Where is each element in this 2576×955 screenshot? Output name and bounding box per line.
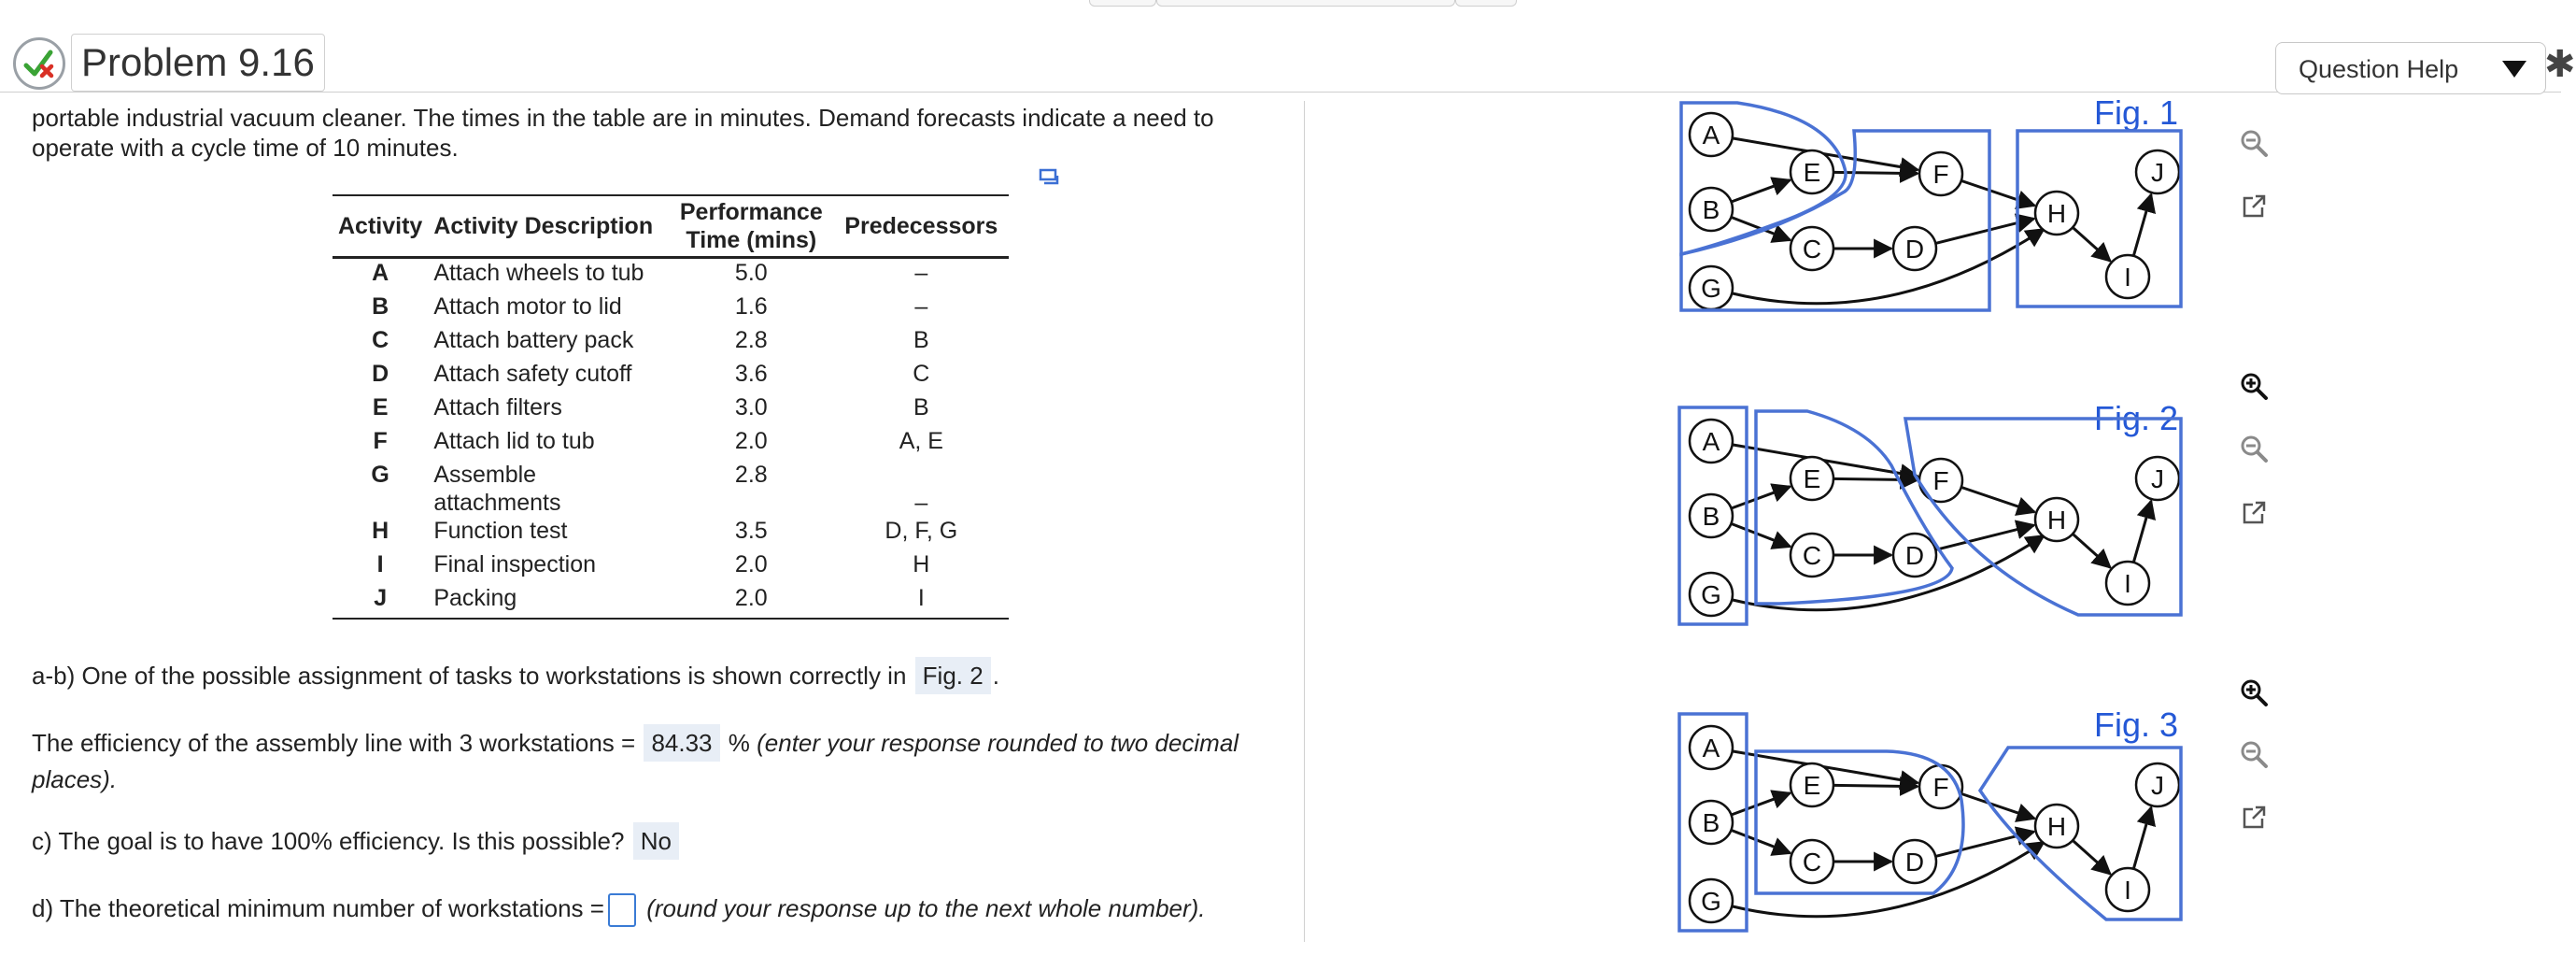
question-help-button[interactable] [2275, 42, 2546, 94]
fig-3-label[interactable]: Fig. 3 [2094, 706, 2179, 744]
cell-desc: Attach wheels to tub [433, 260, 644, 286]
col-activity: Activity [333, 195, 428, 258]
efficiency-note: (enter your response rounded to two decimal [757, 729, 1239, 757]
table-row [333, 427, 1009, 461]
cell-pred: – [914, 260, 928, 286]
edge-arrow [1731, 523, 1790, 547]
edge-arrow [2133, 501, 2151, 563]
cell-id: J [333, 584, 428, 619]
edge-arrow [2073, 227, 2110, 261]
question-ab [32, 657, 999, 694]
open-external-icon[interactable] [2232, 492, 2275, 535]
cell-pred: B [913, 327, 929, 353]
cell-desc-line1: Assemble [433, 462, 537, 488]
efficiency-note-cont: places). [32, 765, 118, 793]
node-label: C [1802, 541, 1822, 570]
edge-arrow [1732, 487, 1790, 508]
edge-arrow [1961, 180, 2035, 206]
cell-id: F [373, 428, 388, 454]
cell-desc: Attach lid to tub [433, 428, 595, 454]
cell-desc: Packing [428, 584, 669, 619]
question-ab-end: . [992, 662, 999, 690]
cell-id: G [371, 462, 389, 488]
top-tab-stub[interactable] [1455, 0, 1517, 7]
cell-desc-line2: attachments [433, 490, 561, 516]
edge-arrow [1732, 180, 1790, 202]
table-row [333, 550, 1009, 584]
col-time-line1: Performance [679, 199, 823, 225]
edge-arrow [1833, 478, 1918, 479]
pane-divider [1304, 101, 1305, 942]
cell-id: I [376, 551, 384, 577]
node-label: D [1904, 848, 1925, 877]
zoom-out-icon[interactable] [2232, 427, 2275, 470]
cell-time: 2.0 [734, 428, 768, 454]
answer-c[interactable]: No [633, 822, 679, 860]
table-header-row [333, 195, 1009, 258]
precedence-diagrams [1663, 93, 2186, 934]
node-label: D [1904, 235, 1925, 264]
col-description: Activity Description [428, 195, 669, 258]
cell-pred: D, F, G [885, 518, 958, 544]
efficiency-unit: % [728, 729, 750, 757]
problem-title: Problem 9.16 [71, 34, 325, 92]
edge-arrow [1935, 832, 2033, 856]
node-label: G [1701, 887, 1721, 916]
node-label: H [2046, 199, 2067, 228]
check-x-icon [13, 37, 65, 90]
edge-arrow [2133, 194, 2151, 256]
node-label: I [2124, 876, 2131, 905]
expand-icon[interactable] [1039, 168, 1059, 192]
zoom-out-icon[interactable] [2232, 121, 2275, 164]
intro-line-1: portable industrial vacuum cleaner. The times in the table are in minutes. Demand forecasts indicate a need to [32, 104, 1214, 132]
question-efficiency [32, 724, 1238, 797]
question-c [32, 822, 681, 860]
top-bar [0, 0, 2561, 16]
node-label: A [1702, 427, 1720, 456]
edge-arrow [1732, 793, 1790, 815]
node-label: B [1702, 808, 1720, 837]
table-row [333, 584, 1009, 619]
cell-pred: A, E [899, 428, 943, 454]
gear-icon[interactable]: ✱ [2544, 44, 2576, 85]
cell-id: C [372, 327, 389, 353]
edge-arrow [2073, 840, 2110, 874]
cell-id: A [372, 260, 389, 286]
table-row [333, 461, 1009, 517]
cell-pred: B [913, 394, 929, 420]
node-label: E [1803, 158, 1821, 187]
table-row [333, 360, 1009, 393]
cell-pred: H [913, 551, 930, 577]
zoom-in-icon[interactable] [2232, 364, 2275, 407]
edge-arrow [1733, 229, 2044, 304]
cell-time: 5.0 [734, 260, 768, 286]
edge-arrow [2073, 534, 2110, 567]
node-label: F [1932, 160, 1949, 189]
question-d-text: d) The theoretical minimum number of workstations = [32, 894, 604, 922]
edge-arrow [1961, 487, 2035, 512]
cell-desc: Attach battery pack [433, 327, 634, 353]
question-d-note: (round your response up to the next whole number). [646, 894, 1206, 922]
cell-desc: Function test [433, 518, 568, 544]
answer-efficiency[interactable]: 84.33 [644, 724, 719, 762]
question-help-label: Question Help [2299, 55, 2459, 83]
col-time-line2: Time (mins) [686, 227, 817, 253]
table-row [333, 258, 1009, 293]
edge-arrow [1731, 830, 1790, 853]
cell-time: 3.5 [734, 518, 768, 544]
node-label: I [2124, 263, 2131, 292]
node-label: J [2151, 464, 2164, 493]
activity-table [333, 194, 1009, 620]
cell-desc: Final inspection [433, 551, 597, 577]
col-time [669, 195, 833, 258]
answer-d-input[interactable] [608, 893, 636, 927]
table-row [333, 393, 1009, 427]
table-row [333, 517, 1009, 550]
question-ab-text: a-b) One of the possible assignment of tasks to workstations is shown correctly in [32, 662, 907, 690]
cell-time: 1.6 [734, 293, 768, 320]
fig-2-label[interactable]: Fig. 2 [2094, 399, 2179, 437]
answer-ab[interactable]: Fig. 2 [915, 657, 991, 694]
node-label: J [2151, 158, 2164, 187]
node-label: A [1702, 734, 1720, 763]
edge-arrow [2133, 807, 2151, 869]
cell-id: E [372, 394, 389, 420]
question-efficiency-text: The efficiency of the assembly line with 3 workstations = [32, 729, 636, 757]
caret-down-icon [2502, 61, 2526, 78]
node-label: B [1702, 502, 1720, 531]
edge-arrow [1935, 525, 2033, 549]
fig-1-label[interactable]: Fig. 1 [2094, 93, 2179, 132]
node-label: A [1702, 121, 1720, 150]
edge-arrow [1833, 785, 1918, 786]
top-tab-stub[interactable] [1089, 0, 1156, 7]
intro-text [32, 103, 1214, 163]
node-label: F [1932, 773, 1949, 802]
cell-time: 2.0 [734, 551, 768, 577]
cell-pred: – [914, 293, 928, 320]
edge-arrow [1935, 219, 2033, 243]
node-label: I [2124, 569, 2131, 598]
node-label: D [1904, 541, 1925, 570]
cell-id: D [372, 361, 389, 387]
cell-desc: Attach safety cutoff [433, 361, 632, 387]
edge-arrow [1733, 535, 2044, 610]
node-label: G [1701, 274, 1721, 303]
node-label: H [2046, 812, 2067, 841]
cell-desc: Attach filters [433, 394, 562, 420]
cell-time: 3.0 [734, 394, 768, 420]
cell-pred: C [913, 361, 930, 387]
edge-arrow [1733, 842, 2044, 917]
cell-id: B [372, 293, 389, 320]
cell-time: 3.6 [734, 361, 768, 387]
cell-time: 2.8 [734, 327, 768, 353]
question-d [32, 890, 1206, 927]
cell-pred: – [914, 490, 928, 516]
top-tab-stub[interactable] [1156, 0, 1455, 7]
question-c-text: c) The goal is to have 100% efficiency. Is this possible? [32, 827, 625, 855]
node-label: H [2046, 506, 2067, 535]
node-label: C [1802, 235, 1822, 264]
zoom-out-icon[interactable] [2232, 733, 2275, 776]
node-label: J [2151, 771, 2164, 800]
cell-desc [428, 461, 669, 517]
col-predecessors: Predecessors [833, 195, 1009, 258]
cell-time: 2.8 [734, 462, 768, 488]
cell-desc: Attach motor to lid [433, 293, 622, 320]
node-label: E [1803, 771, 1821, 800]
intro-line-2: operate with a cycle time of 10 minutes. [32, 134, 459, 162]
table-row [333, 326, 1009, 360]
zoom-in-icon[interactable] [2232, 671, 2275, 714]
problem-header [0, 15, 2576, 93]
table-row [333, 292, 1009, 326]
node-label: G [1701, 580, 1721, 609]
node-label: C [1802, 848, 1822, 877]
node-label: B [1702, 195, 1720, 224]
cell-time: 2.0 [669, 584, 833, 619]
open-external-icon[interactable] [2232, 185, 2275, 228]
node-label: F [1932, 466, 1949, 495]
node-label: E [1803, 464, 1821, 493]
cell-id: H [372, 518, 389, 544]
open-external-icon[interactable] [2232, 796, 2275, 839]
cell-pred: I [833, 584, 1009, 619]
